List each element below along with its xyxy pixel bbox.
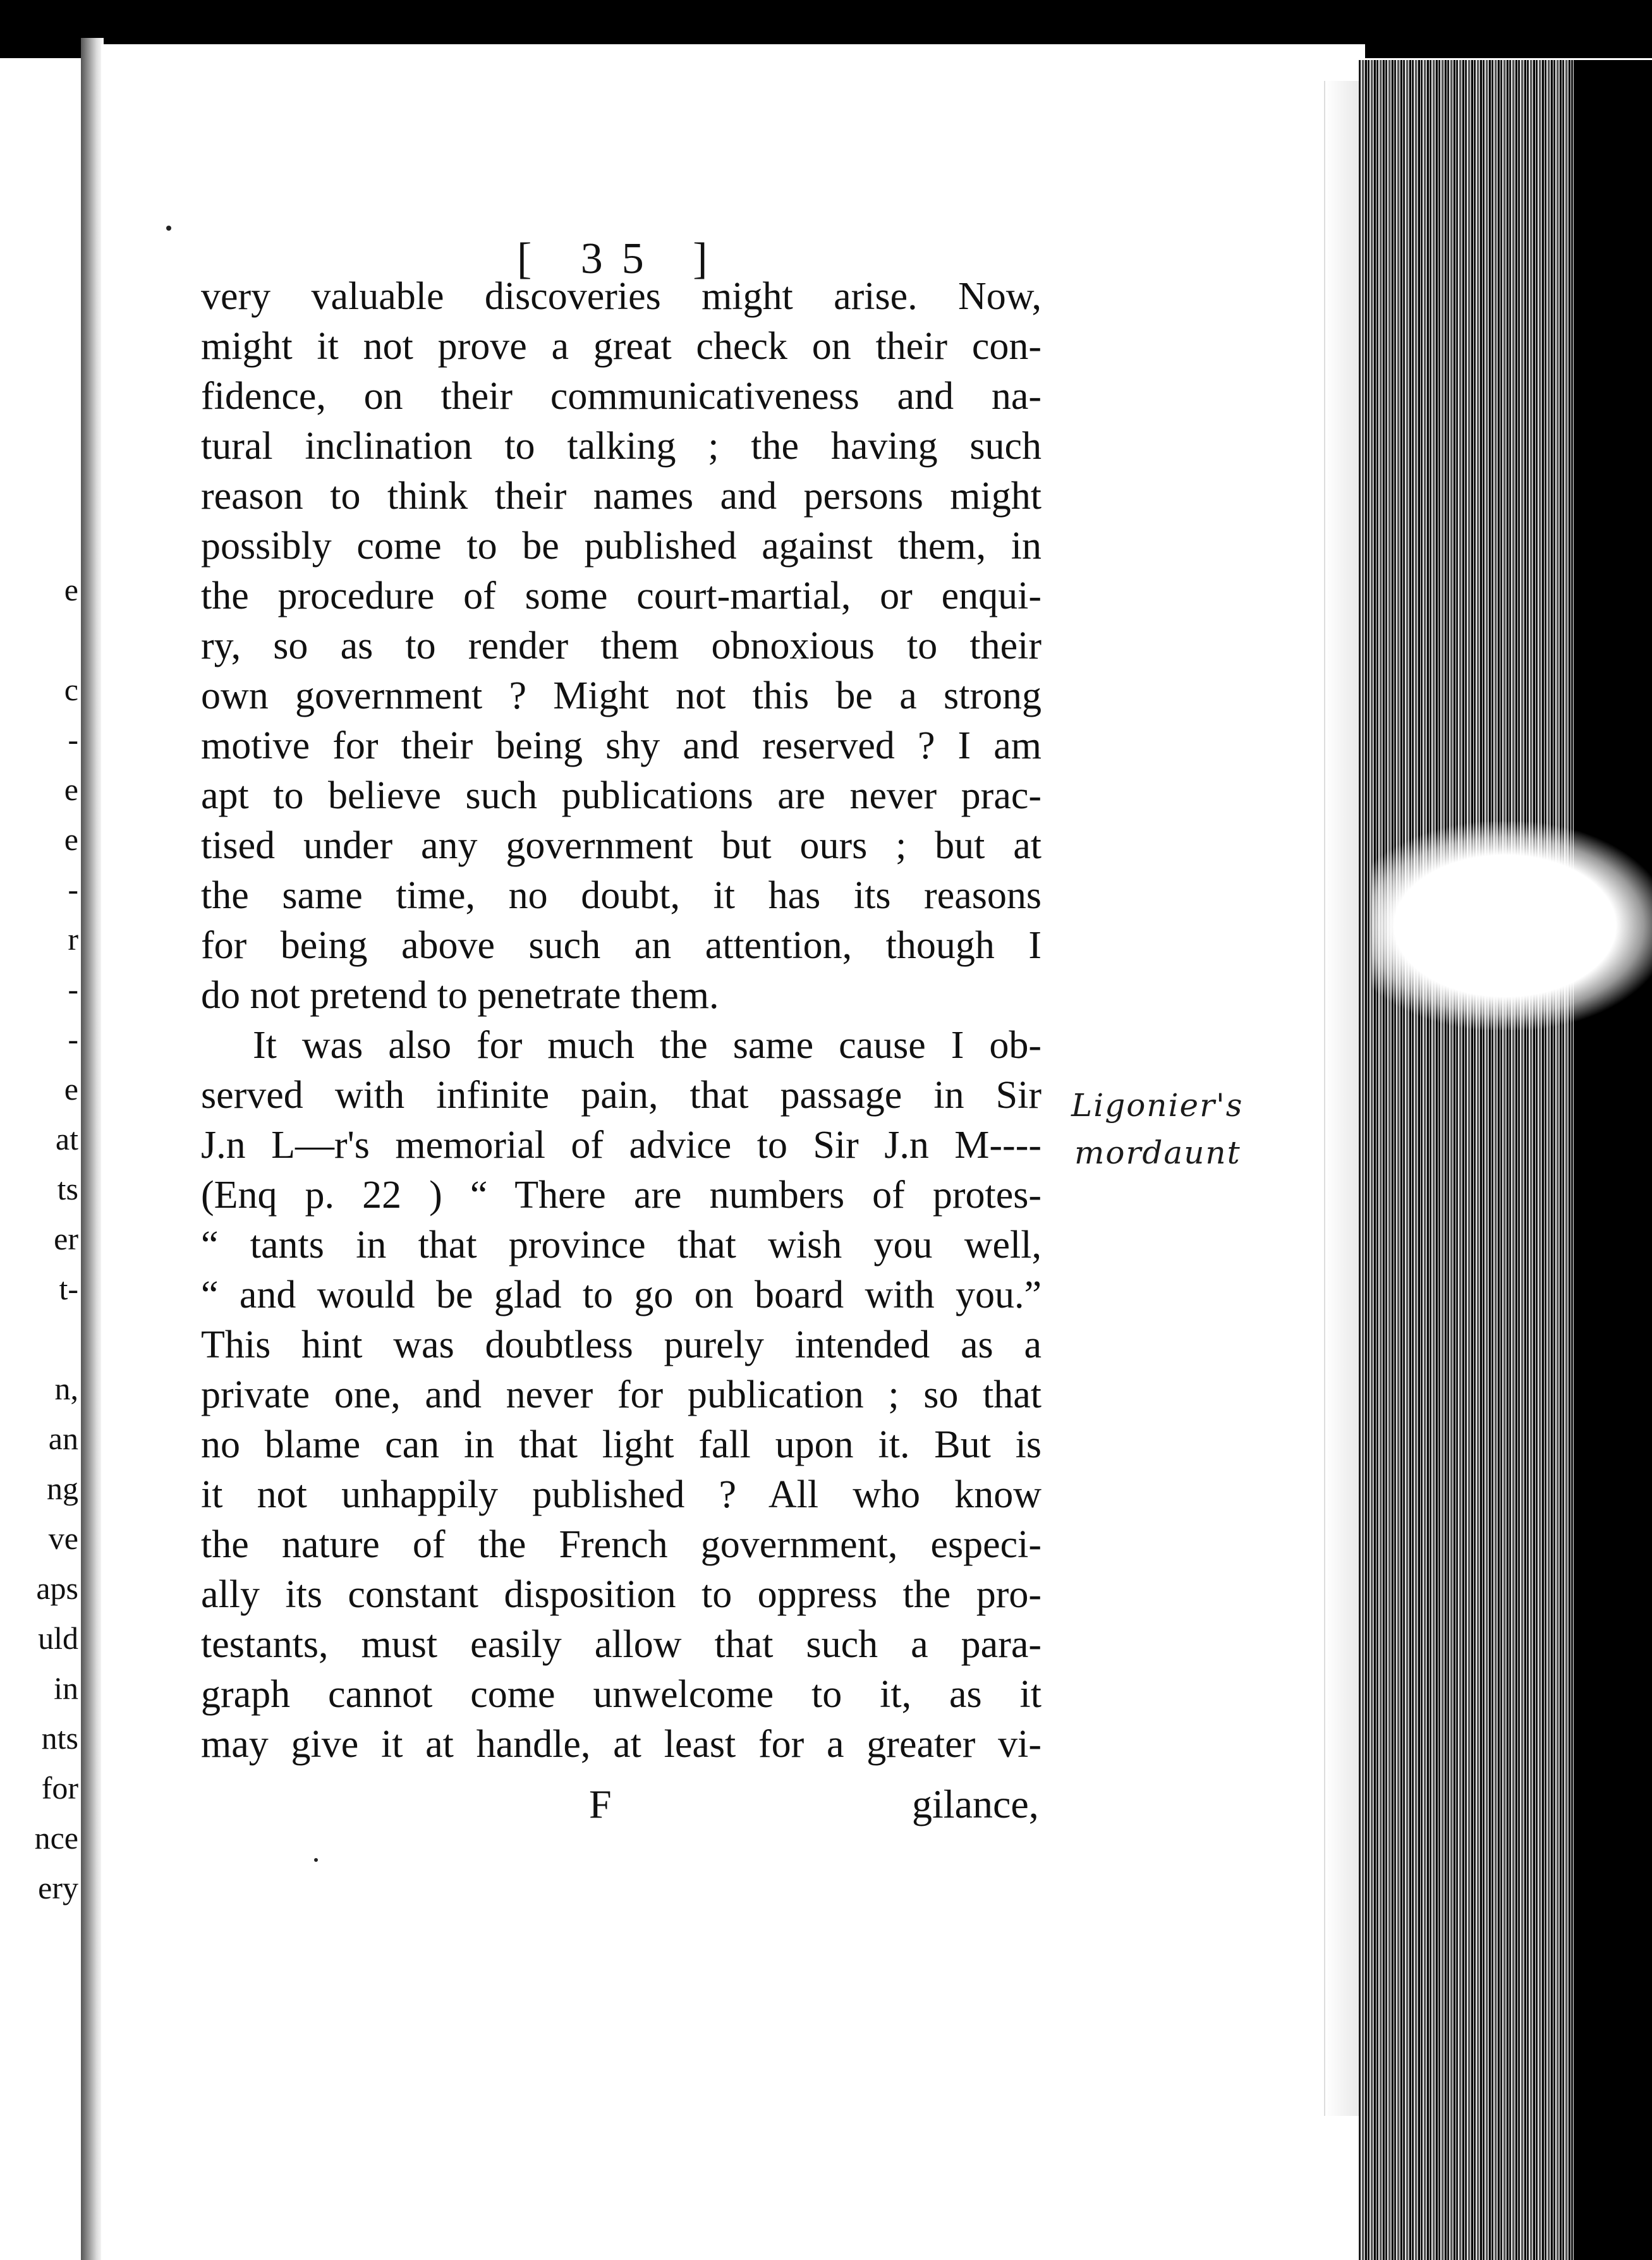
facing-page-fragment: er: [54, 1221, 78, 1256]
facing-page-fragment: for: [41, 1770, 78, 1806]
text-line: the procedure of some court-martial, or enqui-: [201, 574, 1042, 617]
text-line: possibly come to be published against them, in: [201, 525, 1042, 568]
text-line: apt to believe such publications are never prac-: [201, 774, 1042, 817]
text-line: It was also for much the same cause I ob-: [253, 1024, 1042, 1067]
marginal-note-1: Ligonier's: [1071, 1087, 1244, 1124]
facing-page-fragment: e: [64, 772, 78, 807]
facing-page: [0, 58, 82, 2260]
facing-page-fragment: -: [68, 722, 78, 757]
text-line: This hint was doubtless purely intended as a: [201, 1323, 1042, 1366]
marginal-note-2: mordaunt: [1074, 1134, 1241, 1171]
facing-page-fragment: -: [68, 971, 78, 1007]
paper-blemish: [1371, 822, 1652, 1030]
text-line: reason to think their names and persons might: [201, 475, 1042, 518]
text-line: tural inclination to talking ; the having such: [201, 425, 1042, 468]
ink-speck: [166, 226, 171, 231]
text-line: no blame can in that light fall upon it. But is: [201, 1423, 1042, 1466]
body-text: [201, 272, 1042, 1770]
gutter-shadow: [81, 38, 104, 2260]
text-line: tised under any government but ours ; but at: [201, 824, 1042, 867]
text-line: may give it at handle, at least for a greater vi-: [201, 1723, 1042, 1766]
facing-page-fragment: c: [64, 672, 78, 707]
text-line: ally its constant disposition to oppress the pro-: [201, 1573, 1042, 1616]
facing-page-fragment: uld: [38, 1620, 78, 1656]
text-line: own government ? Might not this be a strong: [201, 674, 1042, 717]
facing-page-fragment: t-: [59, 1271, 78, 1306]
text-line: for being above such an attention, though I: [201, 924, 1042, 967]
facing-page-fragment: r: [68, 921, 78, 957]
catchword: gilance,: [912, 1782, 1039, 1826]
facing-page-fragment: nce: [34, 1820, 78, 1856]
text-line: motive for their being shy and reserved ? I am: [201, 724, 1042, 767]
text-line: do not pretend to penetrate them.: [201, 974, 719, 1017]
facing-page-fragment: ts: [57, 1171, 78, 1206]
facing-page-fragment: -: [68, 872, 78, 907]
facing-page-fragment: n,: [54, 1371, 78, 1406]
text-line: graph cannot come unwelcome to it, as it: [201, 1673, 1042, 1716]
signature-mark: F: [589, 1782, 612, 1826]
text-line: the nature of the French government, especi-: [201, 1523, 1042, 1566]
facing-page-fragment: an: [48, 1421, 78, 1456]
facing-page-fragment: e: [64, 822, 78, 857]
page-header: [ 35 ]: [517, 234, 727, 283]
text-line: it not unhappily published ? All who know: [201, 1473, 1042, 1516]
facing-page-fragment: e: [64, 1071, 78, 1107]
page-edge: [1324, 81, 1362, 2116]
text-line: ry, so as to render them obnoxious to their: [201, 624, 1042, 667]
facing-page-fragment: e: [64, 572, 78, 607]
text-line: very valuable discoveries might arise. Now,: [201, 275, 1042, 318]
text-line: “ tants in that province that wish you well,: [201, 1224, 1042, 1267]
text-line: testants, must easily allow that such a para-: [201, 1623, 1042, 1666]
text-line: fidence, on their communicativeness and na-: [201, 375, 1042, 418]
text-line: “ and would be glad to go on board with you.”: [201, 1273, 1042, 1316]
text-line: might it not prove a great check on their con-: [201, 325, 1042, 368]
facing-page-fragment: ery: [38, 1870, 78, 1905]
text-line: J.n L—r's memorial of advice to Sir J.n M----: [201, 1124, 1042, 1167]
facing-page-fragment: ve: [48, 1521, 78, 1556]
ink-speck: [314, 1858, 318, 1862]
text-line: private one, and never for publication ; so that: [201, 1373, 1042, 1416]
book-fore-edge: [1574, 60, 1652, 2260]
facing-page-fragment: aps: [36, 1570, 78, 1606]
text-line: served with infinite pain, that passage in Sir: [201, 1074, 1042, 1117]
text-line: (Enq p. 22 ) “ There are numbers of protes-: [201, 1174, 1042, 1217]
facing-page-fragment: -: [68, 1021, 78, 1057]
facing-page-fragment: nts: [41, 1720, 78, 1756]
text-line: the same time, no doubt, it has its reasons: [201, 874, 1042, 917]
facing-page-fragment: ng: [47, 1471, 78, 1506]
facing-page-fragment: at: [55, 1121, 78, 1157]
facing-page-fragment: in: [54, 1670, 78, 1706]
